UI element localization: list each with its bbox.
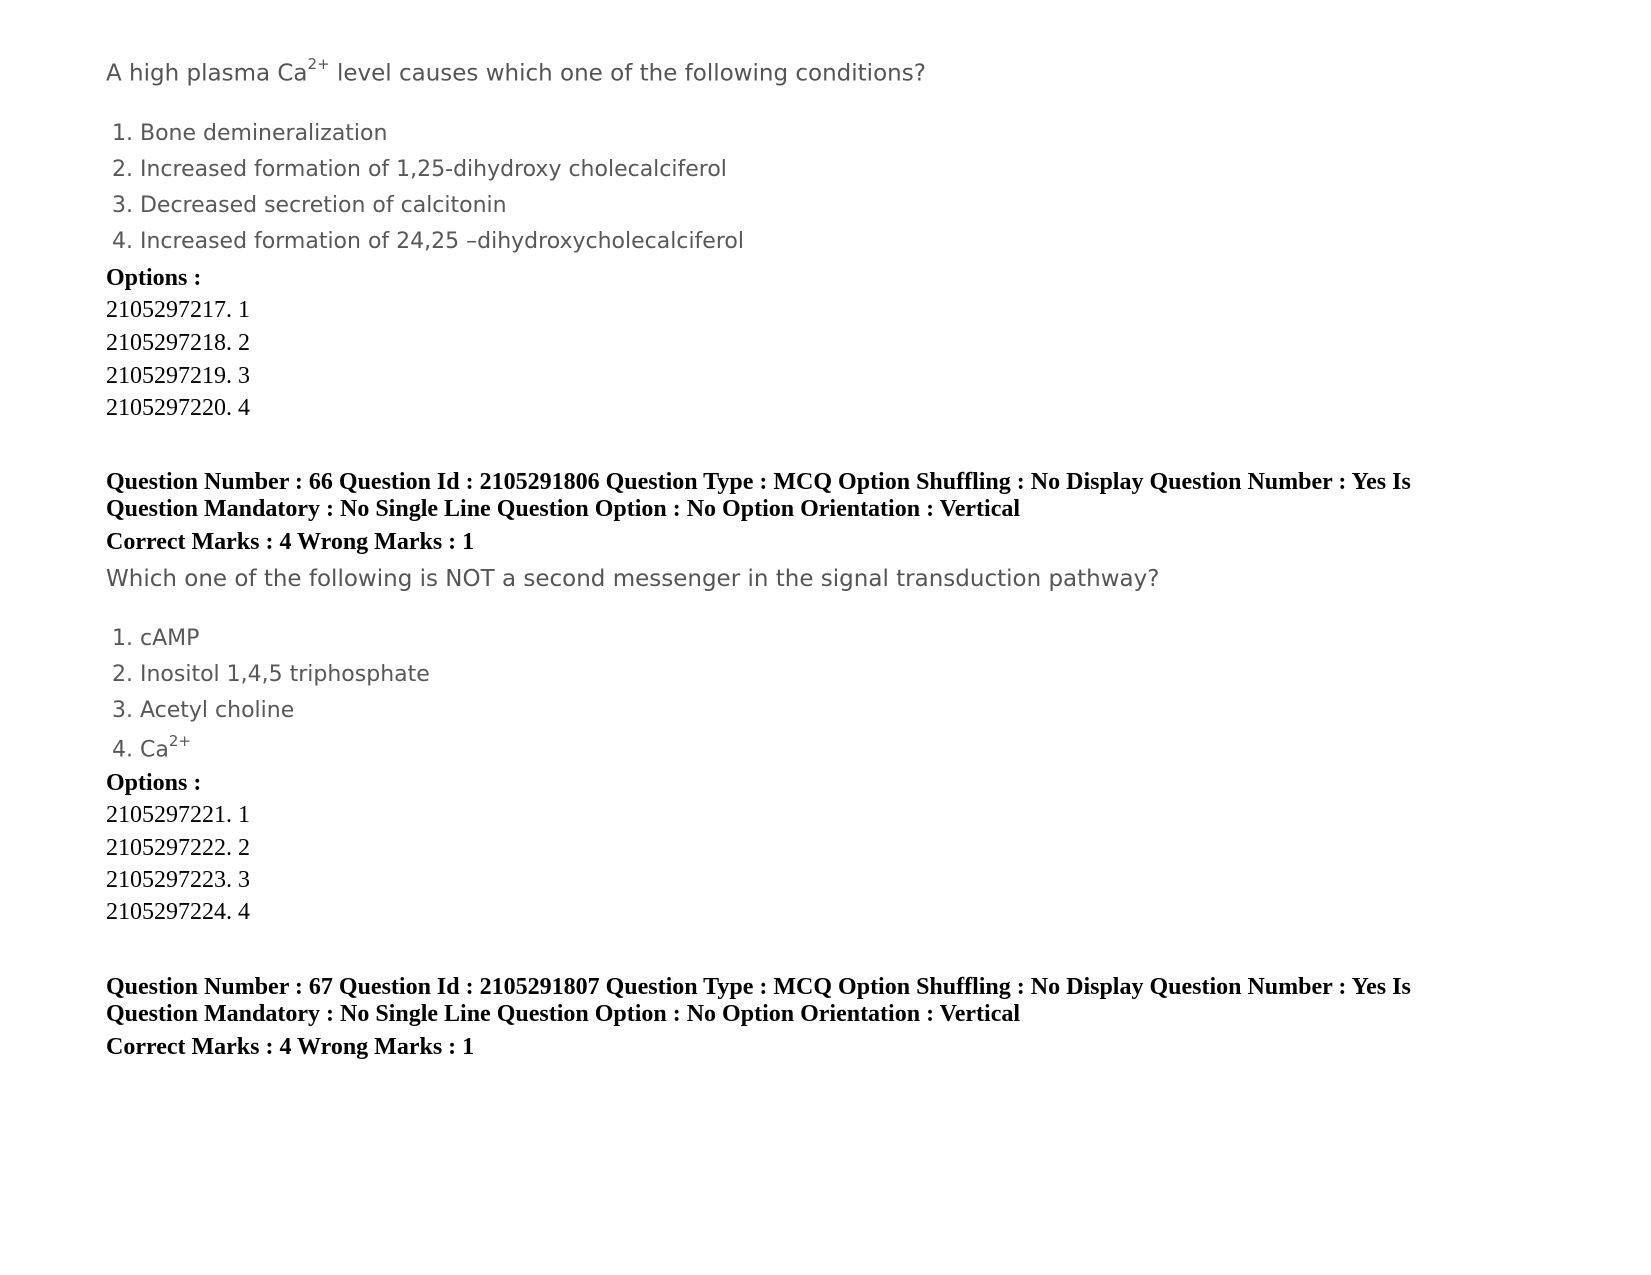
question-66-meta-line-1: Question Number : 66 Question Id : 2105291806 Question Type : MCQ Option Shuffling : No Display Question Number : Yes Is — [106, 469, 1411, 495]
question-65-statement-4: 4. Increased formation of 24,25 –dihydroxycholecalciferol — [112, 229, 744, 254]
question-65-option-4: 2105297220. 4 — [106, 395, 250, 421]
question-66-statement-4-base: 4. Ca — [112, 737, 169, 763]
question-66-option-4: 2105297224. 4 — [106, 899, 250, 925]
question-65-statement-1: 1. Bone demineralization — [112, 121, 388, 146]
question-65-option-2: 2105297218. 2 — [106, 330, 250, 356]
question-66-text: Which one of the following is NOT a second messenger in the signal transduction pathway? — [106, 566, 1160, 592]
question-66-statement-3: 3. Acetyl choline — [112, 698, 295, 723]
question-66-meta-line-2: Question Mandatory : No Single Line Question Option : No Option Orientation : Vertical — [106, 496, 1021, 522]
calcium-charge-superscript: 2+ — [168, 732, 191, 750]
question-65-statement-3: 3. Decreased secretion of calcitonin — [112, 193, 507, 218]
question-65-options-label: Options : — [106, 265, 202, 291]
question-66-statement-2: 2. Inositol 1,4,5 triphosphate — [112, 662, 430, 687]
question-65-statement-2: 2. Increased formation of 1,25-dihydroxy cholecalciferol — [112, 157, 727, 182]
question-66-option-3: 2105297223. 3 — [106, 867, 250, 893]
question-67-meta-line-1: Question Number : 67 Question Id : 2105291807 Question Type : MCQ Option Shuffling : No Display Question Number : Yes Is — [106, 974, 1411, 1000]
question-66-statement-1: 1. cAMP — [112, 626, 200, 651]
question-66-option-1: 2105297221. 1 — [106, 802, 250, 828]
question-66-option-2: 2105297222. 2 — [106, 835, 250, 861]
question-67-marks: Correct Marks : 4 Wrong Marks : 1 — [106, 1034, 475, 1060]
question-65-text-end: level causes which one of the following conditions? — [329, 60, 926, 87]
question-65-option-3: 2105297219. 3 — [106, 363, 250, 389]
question-65-text — [106, 55, 926, 87]
question-65-option-1: 2105297217. 1 — [106, 297, 250, 323]
question-66-statement-4 — [112, 734, 191, 762]
calcium-charge-superscript: 2+ — [307, 55, 330, 73]
question-65-text-start: A high plasma Ca — [106, 60, 308, 87]
question-66-marks: Correct Marks : 4 Wrong Marks : 1 — [106, 529, 475, 555]
question-67-meta-line-2: Question Mandatory : No Single Line Question Option : No Option Orientation : Vertical — [106, 1001, 1021, 1027]
question-66-options-label: Options : — [106, 770, 202, 796]
